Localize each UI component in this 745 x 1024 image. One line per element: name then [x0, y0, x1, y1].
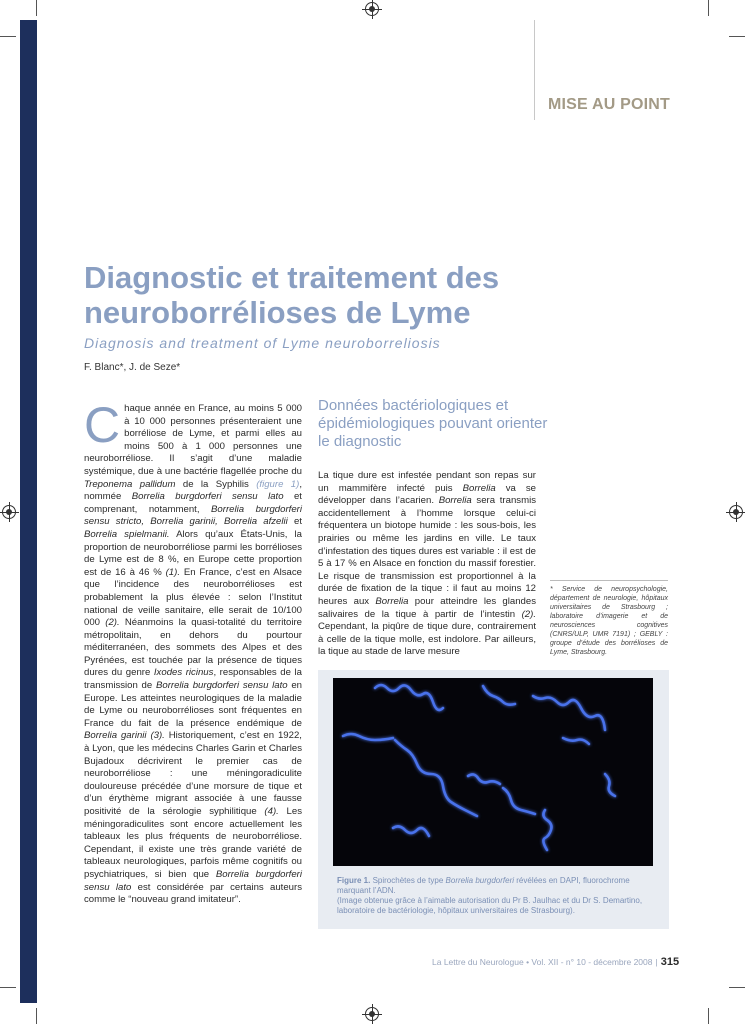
citation: (2).	[521, 608, 536, 620]
taxon-name: Borrelia burgdorferi sensu lato	[155, 680, 288, 692]
column-1	[84, 397, 303, 907]
footer-separator: •	[526, 957, 530, 967]
taxon-name: Treponema pallidum	[84, 478, 176, 490]
body-text: sera transmis accidentellement à l’homme lorsque celui-ci fréquentera un biotope humide : les sous-bois, les prairies ou même les jardins en ville. Le taux d’infestation des tiques dures est variable : il est de 5 à 17 % en Alsace en fonction du massif forestier. Le risque de transmission est proportionnel à la durée de fixation de la tique : il faut au moins 12 heures aux	[318, 495, 536, 607]
header-divider	[534, 20, 535, 120]
body-text: va se développer dans l’acarien.	[318, 482, 536, 507]
citation: (3).	[150, 730, 165, 742]
crop-mark	[36, 1008, 37, 1024]
crop-mark	[729, 36, 745, 37]
body-text: , nommée	[84, 478, 302, 503]
crop-mark	[0, 36, 16, 37]
body-text: et comprenant, notamment,	[84, 491, 302, 515]
crop-mark	[36, 0, 37, 16]
body-text: haque année en France, au moins 5 000 à 10 000 personnes présenteraient une borréliose de Lyme, et parmi elles au moins 500 à 1 000 personnes une neuroborréliose. Il s’agit d’une maladie systémique, due à une bactérie flagellée proche du	[84, 403, 302, 477]
body-text: en Europe. Les atteintes neurologiques de la maladie de Lyme ou neuroborrélioses sont fréquentes en France du fait de la présence endémique de	[84, 680, 302, 729]
taxon-name: Borrelia burgdorferi sensu lato	[84, 868, 303, 893]
figure-caption	[337, 876, 655, 916]
figure-reference-link[interactable]: (figure 1)	[256, 478, 300, 490]
taxon-name: Ixodes ricinus	[153, 667, 214, 679]
body-text: Historiquement, c’est en 1922, à Lyon, que les médecins Charles Garin et Charles Bujadoux décrivirent le premier cas de neuroborréliose : une méningoradiculite douloureuse précédée d’une morsure de tique et d’un érythème migrant associée à une fausse positivité de la sérologie syphilitique	[84, 730, 302, 817]
body-text: La tique dure est infestée pendant son repas sur un mammifère infecté puis	[318, 470, 536, 494]
taxon-name: Borrelia	[375, 595, 409, 607]
taxon-name: Borrelia	[462, 482, 496, 494]
issue-info: Vol. XII - n° 10 - décembre 2008	[531, 957, 653, 967]
body-text: Les méningoradiculites sont encore actuellement les tableaux les plus fréquents de neuroborréliose. Cependant, il existe une très grande variété de tableaux neurologiques, parfois même cognitifs ou psychiatriques, si bien que	[84, 806, 302, 880]
crop-mark	[708, 1008, 709, 1024]
registration-mark-icon	[2, 505, 16, 519]
side-bar	[20, 20, 37, 1003]
registration-mark-icon	[729, 505, 743, 519]
body-text: En France, c’est en Alsace que l’incidence des neuroborrélioses est probablement la plus élevée : selon l’Institut national de veille sanitaire, elle serait de 10/100 000	[84, 566, 302, 629]
crop-mark	[0, 987, 16, 988]
body-text: et	[293, 516, 302, 528]
taxon-name: Borrelia garinii	[84, 730, 147, 742]
body-text: de la Syphilis	[182, 478, 249, 490]
citation: (4).	[264, 806, 279, 817]
section-heading: Données bactériologiques et épidémiologiques pouvant orienter le diagnostic	[318, 397, 548, 450]
authors: F. Blanc*, J. de Seze*	[84, 362, 181, 373]
body-text: , responsables de la transmission de	[84, 667, 302, 692]
journal-name: La Lettre du Neurologue	[432, 957, 524, 967]
body-text: Alors qu’aux États-Unis, la proportion de neuroborréliose parmi les borrélioses de Lyme est de 8 %, en Europe cette proportion est de 16 à 46 %	[84, 528, 303, 578]
page-number: 315	[660, 956, 680, 968]
taxon-name: Borrelia spielmanii.	[84, 528, 170, 540]
article-title: Diagnostic et traitement des neuroborrélioses de Lyme	[84, 260, 500, 330]
caption-text: Spirochètes de type	[372, 876, 444, 885]
registration-mark-icon	[365, 1007, 379, 1021]
taxon-name: Borrelia burgdorferi sensu stricto, Borrelia garinii, Borrelia afzelii	[84, 503, 302, 528]
footnote-divider	[550, 580, 668, 581]
crop-mark	[708, 0, 709, 16]
taxon-name: Borrelia burgdorferi sensu lato	[131, 491, 284, 503]
section-label: MISE AU POINT	[547, 96, 670, 113]
registration-mark-icon	[365, 2, 379, 16]
body-text: est considérée par certains auteurs comme le “nouveau grand imitateur”.	[84, 881, 302, 906]
body-text: Néanmoins la quasi-totalité du territoire métropolitain, en dehors du pourtour méditerranéen, des sommets des Alpes et des Pyrénées, est touchée par la présence de tiques dures du genre	[84, 617, 303, 679]
figure-credit: (Image obtenue grâce à l’aimable autorisation du Pr B. Jaulhac et du Dr S. Demartino, laboratoire de bactériologie, hôpitaux universitaires de Strasbourg).	[337, 896, 643, 915]
body-text: Cependant, la piqûre de tique dure, contrairement à celle de la tique molle, est indolore. Par ailleurs, la tique au stade de larve mesure	[318, 621, 536, 658]
body-text: pour atteindre les glandes salivaires de la tique à partir de l’intestin	[318, 595, 537, 620]
drop-cap: C	[84, 397, 121, 453]
spirochete-fluorescence-image	[333, 678, 653, 866]
footer-divider: |	[655, 957, 658, 967]
author-affiliation-note: * Service de neuropsychologie, département de neurologie, hôpitaux universitaires de Strasbourg ; laboratoire d’imagerie et de neurosciences cognitives (CNRS/ULP, UMR 7191) ; GEBLY : groupe d’étude des borrélioses de Lyme, Strasbourg.	[550, 586, 668, 656]
article-subtitle: Diagnosis and treatment of Lyme neuroborreliosis	[84, 335, 441, 351]
caption-text: révélées en DAPI, fluorochrome marquant l’ADN.	[337, 876, 630, 895]
taxon-name: Borrelia	[438, 495, 472, 507]
page-footer	[432, 956, 679, 968]
microscopy-image	[333, 678, 653, 866]
figure-label: Figure 1.	[337, 876, 371, 885]
crop-mark	[729, 987, 745, 988]
citation: (1).	[165, 566, 180, 578]
taxon-name: Borrelia burgdorferi	[445, 876, 515, 885]
column-2	[318, 470, 536, 659]
citation: (2).	[105, 617, 120, 629]
